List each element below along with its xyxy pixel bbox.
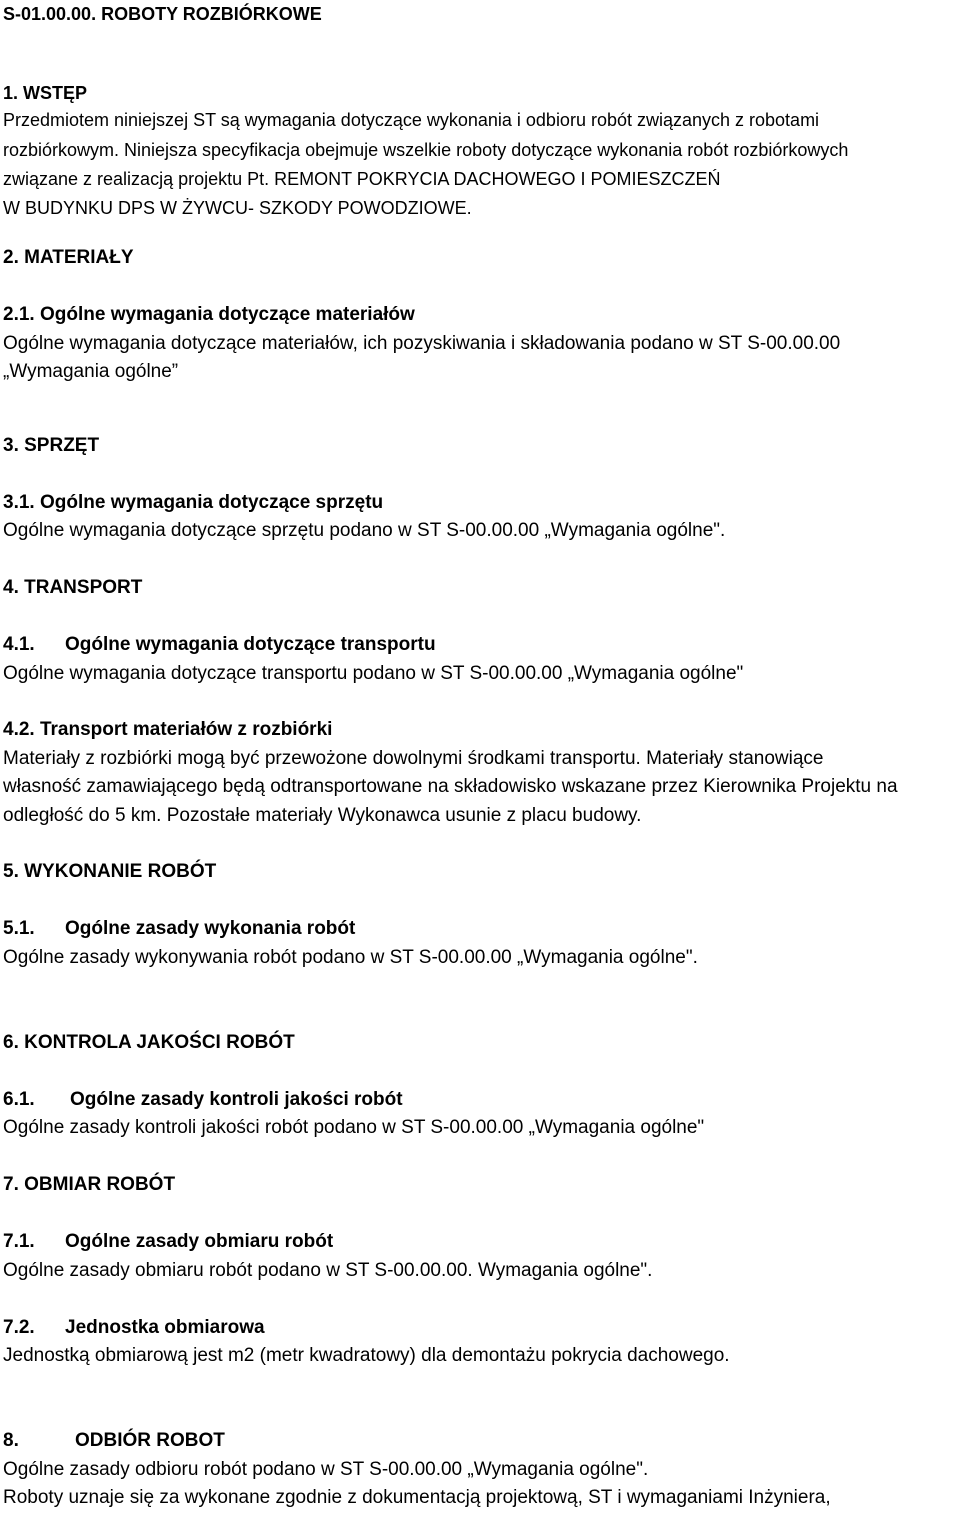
subsection-5-1-title: Ogólne zasady wykonania robót: [65, 918, 356, 939]
subsection-7-1-title: Ogólne zasady obmiaru robót: [65, 1231, 334, 1252]
subsection-4-1-heading: [3, 632, 436, 658]
subsection-4-1-text: Ogólne wymagania dotyczące transportu podano w ST S-00.00.00 „Wymagania ogólne": [3, 663, 744, 684]
subsection-6-1-number: 6.1.: [3, 1089, 35, 1110]
subsection-6-1-title: Ogólne zasady kontroli jakości robót: [70, 1089, 403, 1110]
subsection-7-2-heading: [3, 1315, 265, 1341]
section-1-text-line: związane z realizacją projektu Pt. REMONT POKRYCIA DACHOWEGO I POMIESZCZEŃ: [3, 169, 721, 189]
subsection-7-2-number: 7.2.: [3, 1317, 35, 1338]
section-8-text-line: Roboty uznaje się za wykonane zgodnie z dokumentacją projektową, ST i wymaganiami Inżyniera,: [3, 1487, 831, 1508]
subsection-2-1-text-line: Ogólne wymagania dotyczące materiałów, ich pozyskiwania i składowania podano w ST S-00.00.00: [3, 333, 841, 354]
section-8-number: 8.: [3, 1430, 19, 1451]
subsection-7-1-number: 7.1.: [3, 1231, 35, 1252]
subsection-4-1-number: 4.1.: [3, 634, 35, 655]
subsection-4-2-text-line: Materiały z rozbiórki mogą być przewożone dowolnymi środkami transportu. Materiały stanowiące: [3, 748, 824, 769]
subsection-7-1-text: Ogólne zasady obmiaru robót podano w ST S-00.00.00. Wymagania ogólne".: [3, 1260, 653, 1281]
subsection-5-1-number: 5.1.: [3, 918, 35, 939]
section-8-text-line: Ogólne zasady odbioru robót podano w ST S-00.00.00 „Wymagania ogólne".: [3, 1459, 649, 1480]
section-8-heading: [3, 1428, 225, 1454]
subsection-5-1-heading: [3, 916, 355, 942]
subsection-6-1-text: Ogólne zasady kontroli jakości robót podano w ST S-00.00.00 „Wymagania ogólne": [3, 1117, 705, 1138]
subsection-7-2-title: Jednostka obmiarowa: [65, 1317, 265, 1338]
section-2-heading: 2. MATERIAŁY: [3, 247, 134, 268]
subsection-7-2-text: Jednostką obmiarową jest m2 (metr kwadratowy) dla demontażu pokrycia dachowego.: [3, 1345, 730, 1366]
section-8-title: ODBIÓR ROBOT: [75, 1430, 225, 1451]
subsection-2-1-text-line: „Wymagania ogólne”: [3, 361, 179, 382]
section-6-heading: 6. KONTROLA JAKOŚCI ROBÓT: [3, 1032, 295, 1053]
subsection-4-1-title: Ogólne wymagania dotyczące transportu: [65, 634, 436, 655]
subsection-7-1-heading: [3, 1229, 333, 1255]
subsection-6-1-heading: [3, 1087, 403, 1113]
subsection-4-2-text-line: własność zamawiającego będą odtransportowane na składowisko wskazane przez Kierownika Projektu na: [3, 776, 898, 797]
section-3-heading: 3. SPRZĘT: [3, 435, 100, 456]
section-1-text-line: rozbiórkowym. Niniejsza specyfikacja obejmuje wszelkie roboty dotyczące wykonania robót rozbiórkowych: [3, 140, 849, 160]
subsection-2-1-heading: 2.1. Ogólne wymagania dotyczące materiałów: [3, 304, 415, 325]
section-5-heading: 5. WYKONANIE ROBÓT: [3, 861, 217, 882]
subsection-4-2-text-line: odległość do 5 km. Pozostałe materiały Wykonawca usunie z placu budowy.: [3, 805, 642, 826]
section-1-text-line: W BUDYNKU DPS W ŻYWCU- SZKODY POWODZIOWE.: [3, 198, 472, 218]
subsection-3-1-heading: 3.1. Ogólne wymagania dotyczące sprzętu: [3, 492, 384, 513]
subsection-5-1-text: Ogólne zasady wykonywania robót podano w ST S-00.00.00 „Wymagania ogólne".: [3, 947, 698, 968]
subsection-3-1-text: Ogólne wymagania dotyczące sprzętu podano w ST S-00.00.00 „Wymagania ogólne".: [3, 520, 726, 541]
subsection-4-2-heading: 4.2. Transport materiałów z rozbiórki: [3, 719, 333, 740]
section-1-heading: 1. WSTĘP: [3, 83, 88, 103]
section-1-text-line: Przedmiotem niniejszej ST są wymagania dotyczące wykonania i odbioru robót związanych z robotami: [3, 110, 820, 130]
document-title: S-01.00.00. ROBOTY ROZBIÓRKOWE: [3, 4, 322, 24]
section-4-heading: 4. TRANSPORT: [3, 577, 143, 598]
section-7-heading: 7. OBMIAR ROBÓT: [3, 1174, 176, 1195]
